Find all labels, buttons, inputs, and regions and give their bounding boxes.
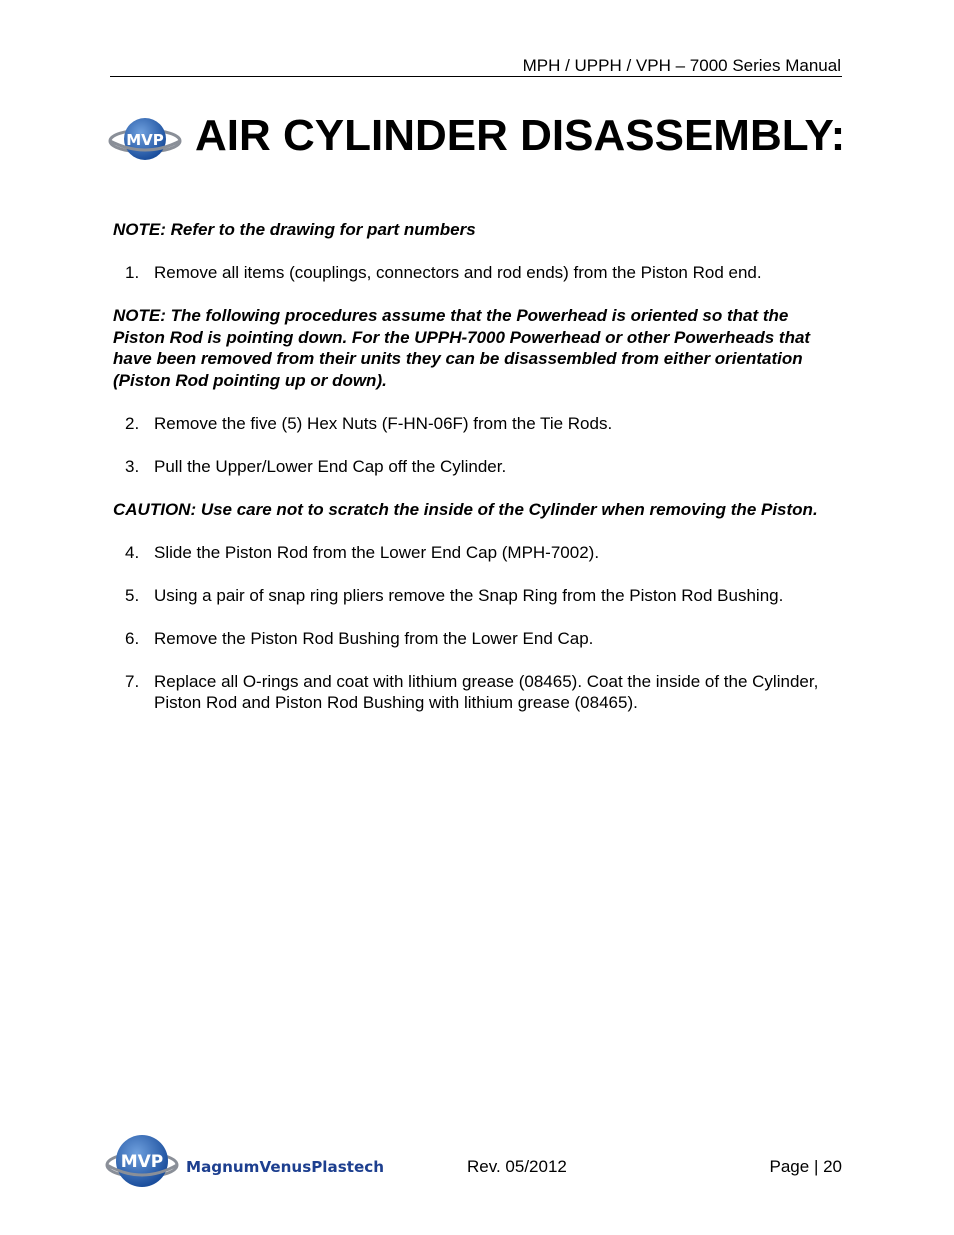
step-text: Pull the Upper/Lower End Cap off the Cylinder. bbox=[154, 456, 507, 476]
list-item bbox=[113, 262, 833, 284]
step-number: 5. bbox=[125, 585, 140, 605]
document-body bbox=[113, 219, 833, 714]
running-header: MPH / UPPH / VPH – 7000 Series Manual bbox=[522, 56, 841, 75]
step-text: Slide the Piston Rod from the Lower End Cap (MPH-7002). bbox=[154, 542, 600, 562]
revision-date: Rev. 05/2012 bbox=[467, 1157, 567, 1176]
step-number: 3. bbox=[125, 456, 140, 476]
step-number: 7. bbox=[125, 671, 140, 691]
brand-wordmark: MagnumVenusPlastech bbox=[186, 1158, 384, 1176]
note-drawing-reference: NOTE: Refer to the drawing for part numbers bbox=[113, 220, 476, 239]
step-text: Using a pair of snap ring pliers remove the Snap Ring from the Piston Rod Bushing. bbox=[154, 585, 784, 605]
svg-text:MVP: MVP bbox=[120, 1152, 164, 1172]
svg-text:MVP: MVP bbox=[126, 131, 164, 149]
step-number: 6. bbox=[125, 628, 140, 648]
step-text: Remove the Piston Rod Bushing from the Lower End Cap. bbox=[154, 628, 594, 648]
list-item bbox=[113, 585, 833, 607]
step-number: 4. bbox=[125, 542, 140, 562]
footer-company-logo bbox=[104, 1130, 389, 1192]
list-item bbox=[113, 542, 833, 564]
list-item bbox=[113, 671, 833, 714]
step-number: 1. bbox=[125, 263, 140, 282]
list-item bbox=[113, 413, 833, 435]
list-item bbox=[113, 628, 833, 650]
mvp-logo bbox=[108, 115, 182, 163]
caution-note: CAUTION: Use care not to scratch the inside of the Cylinder when removing the Piston. bbox=[113, 499, 818, 519]
note-orientation: NOTE: The following procedures assume that the Powerhead is oriented so that the Piston Rod is pointing down. For the UPPH-7000 Powerhead or other Powerheads that have been removed from their units they can be disassembled from either orientation (Piston Rod pointing up or down). bbox=[113, 306, 811, 390]
step-text: Remove the five (5) Hex Nuts (F-HN-06F) from the Tie Rods. bbox=[154, 413, 613, 433]
step-text: Replace all O-rings and coat with lithium grease (08465). Coat the inside of the Cylinder, Piston Rod and Piston Rod Bushing with lithium grease (08465). bbox=[154, 671, 819, 712]
page-number: Page | 20 bbox=[769, 1157, 842, 1176]
header-divider bbox=[110, 76, 842, 77]
list-item bbox=[113, 456, 833, 478]
page-title: AIR CYLINDER DISASSEMBLY: bbox=[195, 111, 846, 160]
step-number: 2. bbox=[125, 413, 140, 433]
step-text: Remove all items (couplings, connectors and rod ends) from the Piston Rod end. bbox=[154, 263, 762, 282]
